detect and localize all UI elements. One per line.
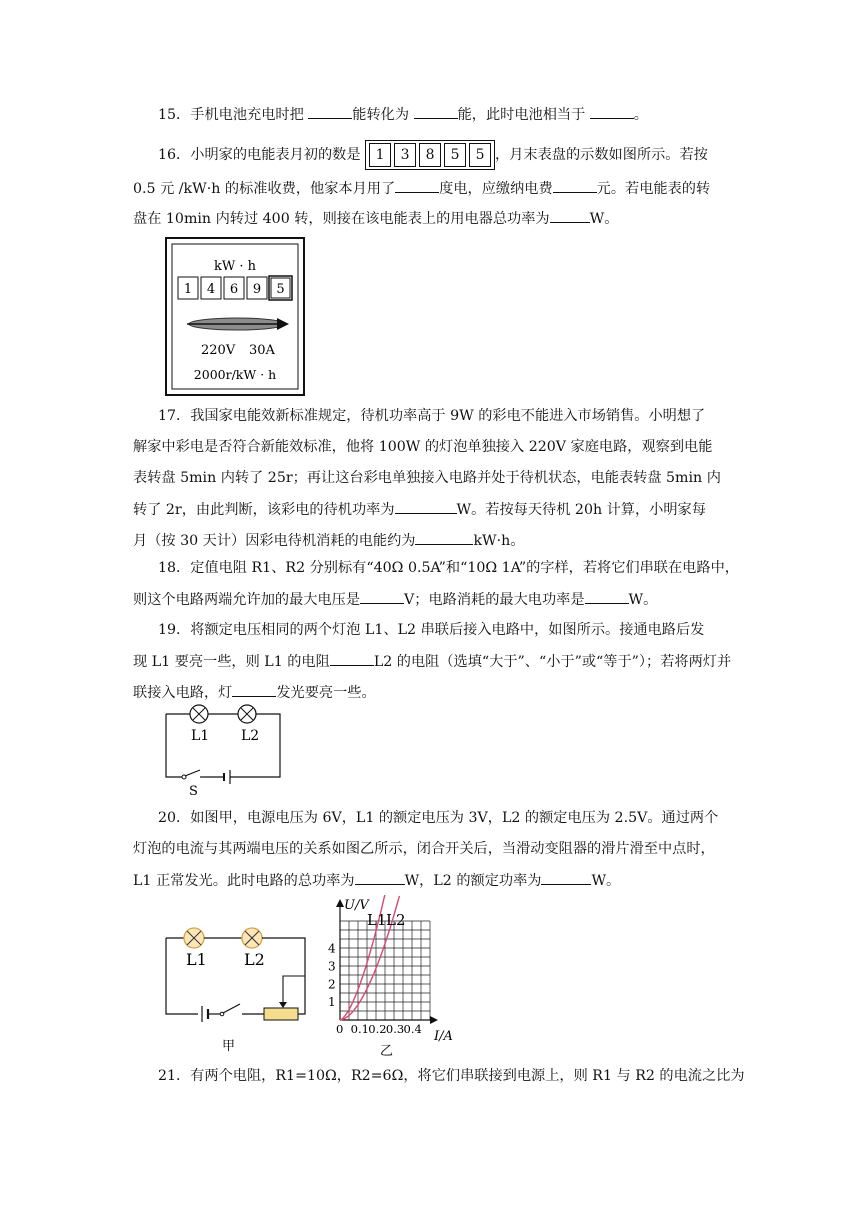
x-tick-label: 0.4 xyxy=(403,1022,422,1036)
circuit-jia-figure xyxy=(160,920,310,1058)
figure-caption-jia: 甲 xyxy=(222,1039,236,1054)
meter-unit: kW · h xyxy=(213,259,257,274)
q17-line-3: 表转盘 5min 内转了 25r；再让这台彩电单独接入电路并处于待机状态，电能表转盘 5min 内 xyxy=(133,470,721,486)
answer-blank[interactable] xyxy=(553,178,597,193)
x-tick-label: 0.1 xyxy=(350,1022,369,1036)
bulb-l1-icon xyxy=(184,928,204,948)
q16-text-3: 0.5 元 /kW·h 的标准收费，他家本月用了 xyxy=(133,181,396,197)
q17-text-5a: 月（按 30 天计）因彩电待机消耗的电能约为 xyxy=(133,533,416,549)
figure-caption-yi: 乙 xyxy=(380,1044,394,1059)
y-tick-label: 3 xyxy=(328,959,336,974)
q16-line-1 xyxy=(158,140,708,170)
x-tick-label: 0.3 xyxy=(385,1022,405,1036)
answer-blank[interactable] xyxy=(330,651,374,666)
answer-blank[interactable] xyxy=(550,208,590,223)
answer-blank[interactable] xyxy=(232,682,276,697)
q17-text-4b: W。若按每天待机 20h 计算，小明家每 xyxy=(456,502,706,518)
electric-meter-figure xyxy=(165,237,305,397)
q19-text-3a: 联接入电路，灯 xyxy=(133,685,233,701)
answer-blank[interactable] xyxy=(585,589,629,604)
q16-text-6: 盘在 10min 内转过 400 转，则接在该电能表上的用电器总功率为 xyxy=(133,211,550,227)
answer-blank[interactable] xyxy=(308,104,352,119)
q17-line-1: 17．我国家电能效新标准规定，待机功率高于 9W 的彩电不能进入市场销售。小明想了 xyxy=(158,408,706,424)
label-l1: L1 xyxy=(186,950,207,969)
answer-blank[interactable] xyxy=(590,104,634,119)
meter-digit: 6 xyxy=(229,282,239,297)
q19-text-2b: L2 的电阻（选填“大于”、“小于”或“等于”）；若将两灯并 xyxy=(373,654,732,670)
q18-line-2 xyxy=(133,589,657,610)
q16-text-1: 小明家的电能表月初的数是 xyxy=(190,147,361,163)
answer-blank[interactable] xyxy=(355,870,405,885)
meter-digit: 5 xyxy=(276,282,285,297)
digit: 8 xyxy=(419,143,441,167)
digit: 5 xyxy=(444,143,466,167)
q16-line-3 xyxy=(133,208,618,229)
y-axis-label: U/V xyxy=(344,898,369,913)
graph-grid xyxy=(340,921,430,1020)
q15-text-4: 。 xyxy=(633,107,648,123)
question-number: 15． xyxy=(158,107,191,123)
x-tick-labels xyxy=(336,1022,422,1036)
initial-meter-reading xyxy=(365,140,495,170)
answer-blank[interactable] xyxy=(395,499,457,514)
q18-line-1: 18．定值电阻 R1、R2 分别标有“40Ω 0.5A”和“10Ω 1A”的字样，若将它们串联在电路中， xyxy=(158,560,739,576)
bulb-l1-icon xyxy=(190,705,208,723)
q20-text-3a: L1 正常发光。此时电路的总功率为 xyxy=(133,873,355,889)
ui-graph-yi-figure xyxy=(322,895,462,1060)
q15-text-2: 能转化为 xyxy=(352,107,410,123)
q16-text-5: 元。若电能表的转 xyxy=(596,181,711,197)
battery-icon xyxy=(224,770,230,784)
label-l2: L2 xyxy=(244,950,265,969)
label-switch: S xyxy=(189,784,198,798)
meter-digit: 1 xyxy=(183,282,193,297)
q17-text-4a: 转了 2r，由此判断，该彩电的待机功率为 xyxy=(133,502,395,518)
q20-line-3 xyxy=(133,870,620,891)
meter-digit: 9 xyxy=(252,282,262,297)
answer-blank[interactable] xyxy=(541,870,591,885)
q18-text-2c: W。 xyxy=(628,592,658,608)
y-axis-arrow-icon xyxy=(336,899,344,907)
q15-line xyxy=(158,104,648,125)
label-l2: L2 xyxy=(241,728,260,744)
q17-line-4 xyxy=(133,499,706,520)
q18-text-2a: 则这个电路两端允许加的最大电压是 xyxy=(133,592,361,608)
meter-current: 30A xyxy=(249,343,275,358)
q19-text-3b: 发光要亮一些。 xyxy=(276,685,376,701)
digit: 3 xyxy=(394,143,416,167)
q20-text-3c: W。 xyxy=(591,873,621,889)
meter-digit: 4 xyxy=(206,282,216,297)
series-circuit-figure xyxy=(158,700,288,798)
q16-line-2 xyxy=(133,178,710,199)
answer-blank[interactable] xyxy=(414,104,458,119)
x-axis-arrow-icon xyxy=(430,1016,438,1024)
answer-blank[interactable] xyxy=(360,589,404,604)
q20-line-2: 灯泡的电流与其两端电压的关系如图乙所示，闭合开关后，当滑动变阻器的滑片滑至中点时， xyxy=(133,841,715,857)
q15-text-3: 能，此时电池相当于 xyxy=(457,107,586,123)
digit: 1 xyxy=(369,143,391,167)
label-l1: L1 xyxy=(191,728,210,744)
bulb-l2-icon xyxy=(238,705,256,723)
q19-line-1: 19．将额定电压相同的两个灯泡 L1、L2 串联后接入电路中，如图所示。接通电路后发 xyxy=(158,622,705,638)
q19-line-2 xyxy=(133,651,731,672)
question-number: 16． xyxy=(158,147,191,163)
q15-text-1: 手机电池充电时把 xyxy=(190,107,304,123)
bulb-l2-icon xyxy=(242,928,262,948)
q21-line-1: 21．有两个电阻，R1=10Ω，R2=6Ω，将它们串联接到电源上，则 R1 与 R2 的电流之比为 xyxy=(158,1068,745,1084)
answer-blank[interactable] xyxy=(415,530,473,545)
x-axis-label: I/A xyxy=(434,1029,453,1044)
x-tick-label: 0.2 xyxy=(368,1022,387,1036)
q16-text-2: ，月末表盘的示数如图所示。若按 xyxy=(495,147,708,163)
q17-text-5b: kW·h。 xyxy=(473,533,525,549)
q19-text-2a: 现 L1 要亮一些，则 L1 的电阻 xyxy=(133,654,330,670)
rotating-disc-icon xyxy=(187,318,289,330)
q17-line-5 xyxy=(133,530,524,551)
q17-line-2: 解家中彩电是否符合新能效标准，他将 100W 的灯泡单独接入 220V 家庭电路，观察到电能 xyxy=(133,439,713,455)
q16-text-7: W。 xyxy=(589,211,619,227)
meter-voltage: 220V xyxy=(201,343,236,358)
y-tick-label: 1 xyxy=(328,995,336,1010)
switch-icon xyxy=(182,770,204,779)
digit: 5 xyxy=(469,143,491,167)
x-tick-label: 0 xyxy=(336,1022,344,1036)
meter-rate: 2000r/kW · h xyxy=(193,367,277,382)
switch-icon xyxy=(220,1004,264,1016)
y-tick-label: 4 xyxy=(328,941,336,956)
q16-text-4: 度电，应缴纳电费 xyxy=(439,181,553,197)
q20-line-1: 20．如图甲，电源电压为 6V，L1 的额定电压为 3V，L2 的额定电压为 2.5V。通过两个 xyxy=(158,810,719,826)
q18-text-2b: V；电路消耗的最大电功率是 xyxy=(404,592,585,608)
y-tick-labels xyxy=(328,942,336,1009)
y-tick-label: 2 xyxy=(328,977,336,992)
battery-icon xyxy=(202,1006,208,1022)
series-label-l2: L2 xyxy=(386,911,406,929)
q20-text-3b: W，L2 的额定功率为 xyxy=(404,873,542,889)
series-label-l1: L1 xyxy=(367,911,387,929)
answer-blank[interactable] xyxy=(395,178,439,193)
